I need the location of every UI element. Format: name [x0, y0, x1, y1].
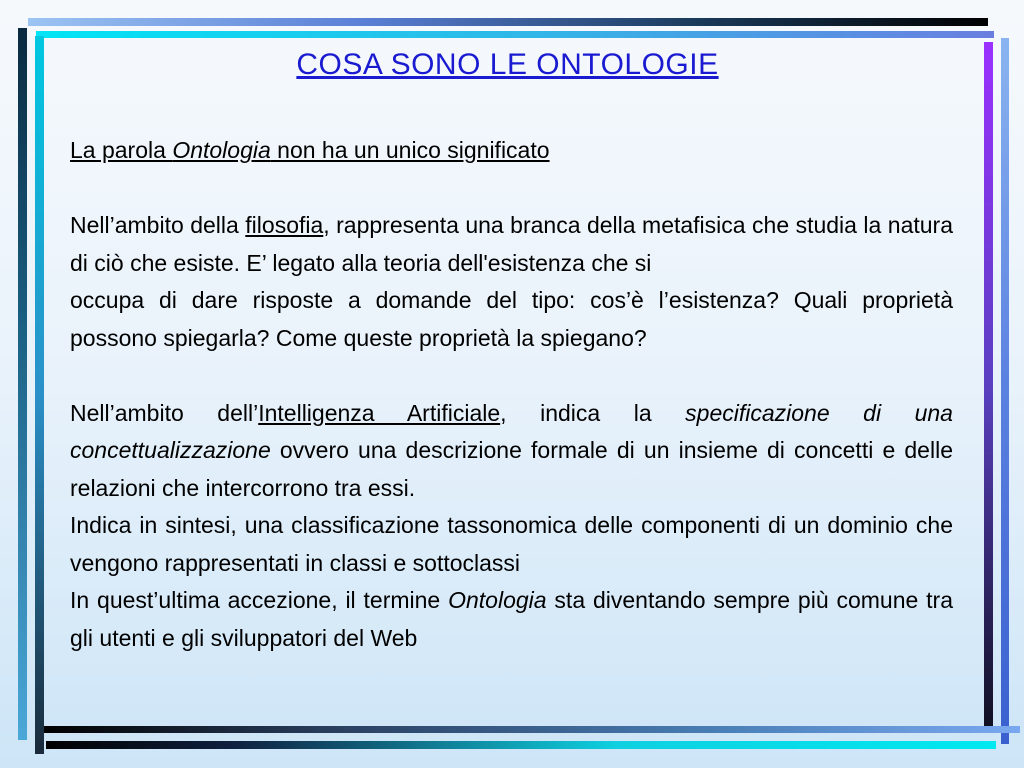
subtitle-prefix: La parola	[70, 137, 173, 163]
frame-right-inner-bar	[984, 42, 993, 732]
paragraph-artificial-intelligence	[70, 395, 953, 508]
frame-bottom-bar	[46, 741, 996, 749]
artificial-intelligence-link[interactable]: Intelligenza Artificiale	[258, 399, 501, 426]
paragraph3-middle: , indica la	[500, 399, 686, 426]
paragraph3-emphasis: specificazione di una concettualizzazione	[70, 399, 953, 463]
subtitle-suffix: non ha un unico significato	[270, 137, 550, 163]
frame-top-inner-bar	[36, 31, 994, 38]
frame-left-bar	[18, 28, 27, 740]
frame-right-bar	[1001, 38, 1009, 744]
paragraph3-suffix: ovvero una descrizione formale di un insieme di concetti e delle relazioni che intercorrono tra essi.	[70, 437, 953, 501]
paragraph-philosophy	[70, 207, 953, 282]
spacer	[70, 170, 953, 208]
slide-content	[70, 132, 953, 657]
paragraph-web-usage	[70, 582, 953, 657]
slide-title: COSA SONO LE ONTOLOGIE	[296, 48, 719, 81]
frame-top-bar	[28, 18, 988, 26]
paragraph5-term: Ontologia	[448, 587, 547, 613]
paragraph3-prefix: Nell’ambito dell’	[70, 399, 259, 426]
frame-bottom-inner-bar	[44, 726, 1020, 733]
paragraph5-suffix: sta diventando sempre più comune tra gli utenti e gli sviluppatori del Web	[70, 587, 953, 651]
philosophy-link[interactable]: filosofia	[245, 212, 324, 238]
spacer	[70, 357, 953, 395]
paragraph5-prefix: In quest’ultima accezione, il termine	[70, 587, 449, 613]
paragraph-taxonomy: Indica in sintesi, una classificazione tassonomica delle componenti di un dominio che vengono rappresentati in classi e sottoclassi	[70, 512, 953, 576]
subtitle-term: Ontologia	[172, 137, 271, 163]
paragraph1-prefix: Nell’ambito della	[70, 212, 246, 238]
subtitle	[70, 132, 953, 170]
paragraph1-suffix: , rappresenta una branca della metafisica che studia la natura di ciò che esiste. E’ legato alla teoria dell'esistenza che si	[70, 212, 953, 276]
paragraph-existence-questions: occupa di dare risposte a domande del tipo: cos’è l’esistenza? Quali proprietà possono spiegarla? Come queste proprietà la spiegano?	[70, 287, 953, 351]
frame-left-inner-bar	[35, 36, 44, 754]
